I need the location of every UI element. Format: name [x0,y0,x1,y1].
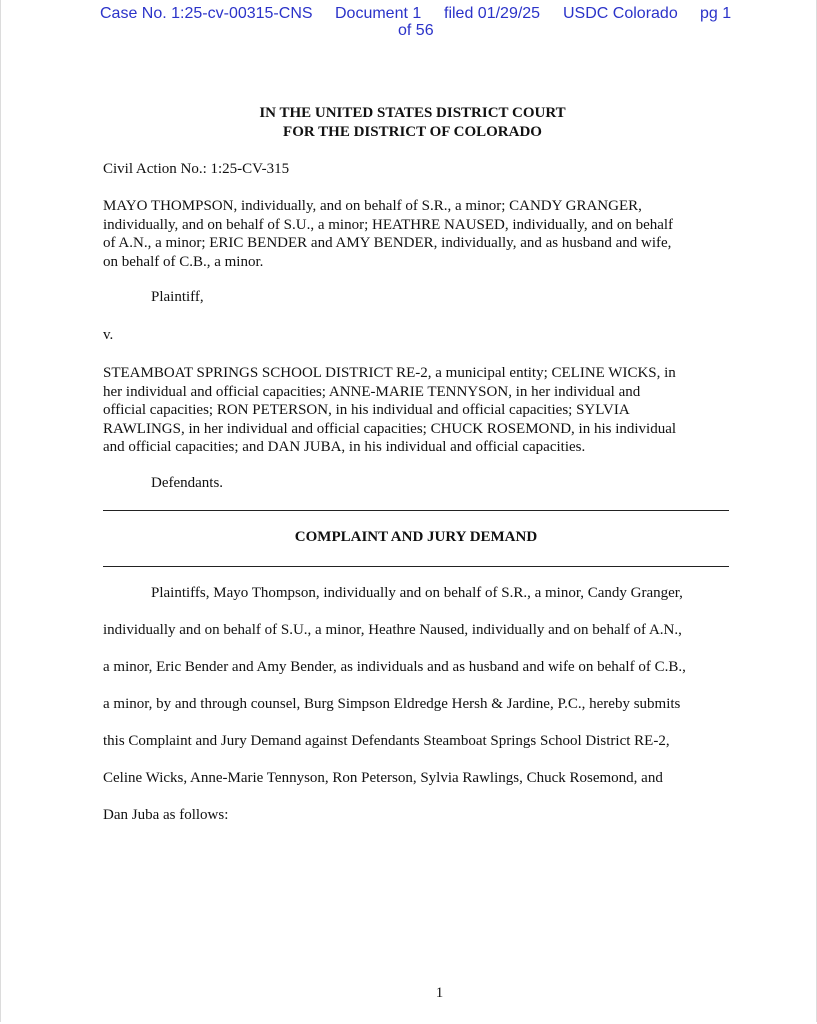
divider-bottom [103,566,729,567]
defendants-line: official capacities; RON PETERSON, in his individual and official capacities; SYLVIA [103,402,630,418]
page-total: of 56 [398,22,434,39]
case-number: Case No. 1:25-cv-00315-CNS [100,5,313,22]
defendants-line: RAWLINGS, in her individual and official capacities; CHUCK ROSEMOND, in his individual [103,420,677,437]
paragraph-line: Dan Juba as follows: [103,807,229,823]
filed-date: filed 01/29/25 [444,5,541,22]
paragraph-line: Plaintiffs, Mayo Thompson, individually and on behalf of S.R., a minor, Candy Granger, [151,585,683,601]
versus-label: v. [103,327,114,343]
plaintiffs-line: on behalf of C.B., a minor. [103,253,264,270]
plaintiffs-line: of A.N., a minor; ERIC BENDER and AMY BENDER, individually, and as husband and wife, [103,235,672,251]
page-number: 1 [435,985,444,1001]
paragraph-line: individually and on behalf of S.U., a minor, Heathre Naused, individually and on behalf of A.N., [103,622,682,638]
court-name: USDC Colorado [563,5,678,22]
paragraph-line: this Complaint and Jury Demand against Defendants Steamboat Springs School District RE-2, [103,733,670,749]
paragraph-line: a minor, by and through counsel, Burg Simpson Eldredge Hersh & Jardine, P.C., hereby submits [103,696,681,712]
defendants-line: and official capacities; and DAN JUBA, in his individual and official capacities. [103,439,586,455]
ecf-header-line [1,5,817,23]
defendants-line: STEAMBOAT SPRINGS SCHOOL DISTRICT RE-2, a municipal entity; CELINE WICKS, in [103,365,676,381]
plaintiffs-caption [103,197,733,271]
defendants-line: her individual and official capacities; ANNE-MARIE TENNYSON, in her individual and [103,383,641,400]
document-number: Document 1 [335,5,422,22]
paragraph-line: a minor, Eric Bender and Amy Bender, as individuals and as husband and wife on behalf of C.B., [103,659,686,675]
court-heading-line-1: IN THE UNITED STATES DISTRICT COURT [259,105,566,121]
defendants-caption [103,364,733,457]
plaintiffs-line: individually, and on behalf of S.U., a minor; HEATHRE NAUSED, individually, and on behalf [103,216,674,233]
document-title: COMPLAINT AND JURY DEMAND [294,529,538,545]
plaintiffs-line: MAYO THOMPSON, individually, and on behalf of S.R., a minor; CANDY GRANGER, [103,198,642,214]
defendants-label: Defendants. [151,475,224,491]
page-indicator: pg 1 [700,5,732,22]
plaintiff-label: Plaintiff, [151,289,204,305]
court-heading-line-2: FOR THE DISTRICT OF COLORADO [283,124,542,140]
divider-top [103,510,729,511]
civil-action-number: Civil Action No.: 1:25-CV-315 [103,161,290,177]
paragraph-line: Celine Wicks, Anne-Marie Tennyson, Ron Peterson, Sylvia Rawlings, Chuck Rosemond, and [103,770,663,786]
